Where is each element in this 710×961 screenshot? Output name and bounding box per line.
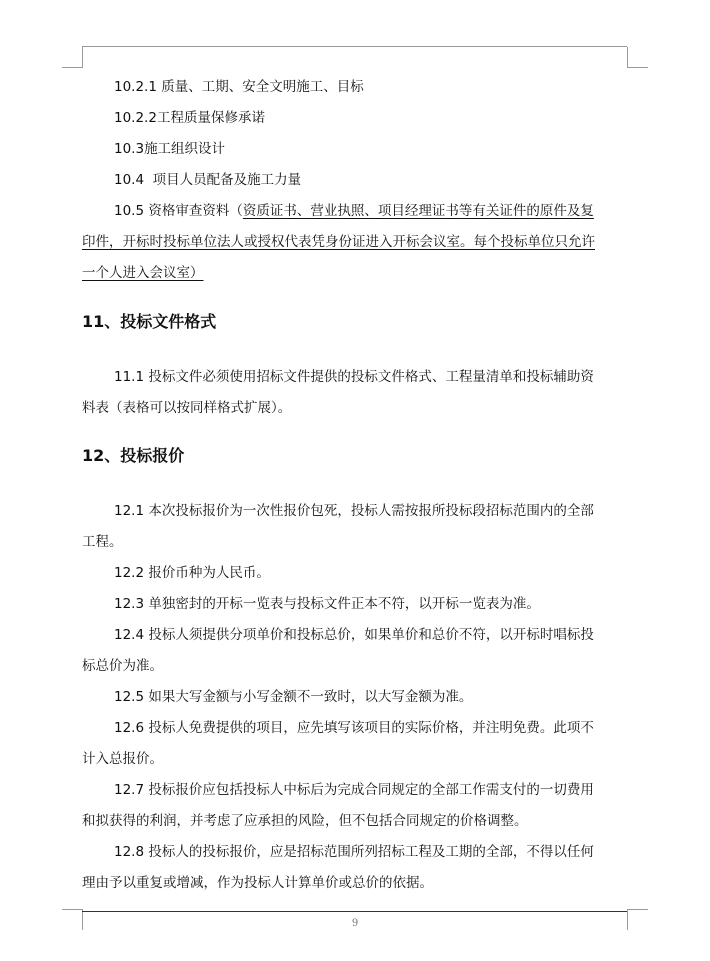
item-10-5-line2: 印件，开标时投标单位法人或授权代表凭身份证进入开标会议室。每个投标单位只允许	[82, 234, 595, 250]
item-number: 10.4	[114, 172, 145, 188]
item-10-2-1	[114, 77, 364, 97]
para-11-1-line2: 料表（表格可以按同样格式扩展）。	[82, 400, 292, 416]
item-text: 质量、工期、安全文明施工、目标	[156, 79, 364, 95]
item-text: 项目人员配备及施工力量	[144, 172, 302, 188]
para-12-6-line2: 计入总报价。	[82, 751, 163, 767]
item-number: 10.2.1	[114, 79, 157, 95]
underlined-text: 一个人进入会议室）	[82, 265, 204, 281]
para-12-5: 12.5 如果大写金额与小写金额不一致时，以大写金额为准。	[114, 689, 473, 705]
para-12-3: 12.3 单独密封的开标一览表与投标文件正本不符，以开标一览表为准。	[114, 596, 540, 612]
crop-mark-top-right	[627, 47, 648, 68]
para-12-8-line1: 12.8 投标人的投标报价，应是招标范围所列招标工程及工期的全部，不得以任何	[114, 844, 594, 860]
footer-rule	[82, 911, 627, 912]
item-number: 10.3	[114, 141, 145, 157]
para-12-2: 12.2 报价币种为人民币。	[114, 565, 270, 581]
item-text: 工程质量保修承诺	[156, 110, 265, 126]
item-text: 资格审查资料（	[144, 203, 243, 219]
item-number: 10.5	[114, 203, 145, 219]
section-11-heading: 11、投标文件格式	[82, 312, 217, 331]
underlined-text: 资质证书、营业执照、项目经理证书等有关证件的原件及复	[242, 203, 594, 219]
item-10-2-2	[114, 108, 265, 128]
para-12-4-line2: 标总价为准。	[82, 658, 163, 674]
para-12-7-line2: 和拟获得的利润，并考虑了应承担的风险，但不包括合同规定的价格调整。	[82, 813, 528, 829]
item-10-3	[114, 139, 225, 159]
item-10-4	[114, 170, 301, 190]
item-10-5-line1	[114, 201, 594, 221]
para-12-4-line1: 12.4 投标人须提供分项单价和投标总价，如果单价和总价不符，以开标时唱标投	[114, 627, 594, 643]
para-12-1-line2: 工程。	[82, 534, 123, 550]
para-12-6-line1: 12.6 投标人免费提供的项目，应先填写该项目的实际价格，并注明免费。此项不	[114, 720, 594, 736]
crop-mark-top-left	[62, 47, 83, 68]
header-rule	[82, 46, 627, 47]
page-number: 9	[351, 918, 359, 929]
para-12-1-line1: 12.1 本次投标报价为一次性报价包死，投标人需按报所投标段招标范围内的全部	[114, 503, 594, 519]
item-number: 10.2.2	[114, 110, 157, 126]
section-12-heading: 12、投标报价	[82, 446, 185, 465]
para-12-8-line2: 理由予以重复或增减，作为投标人计算单价或总价的依据。	[82, 875, 433, 891]
item-10-5-line3	[82, 263, 204, 283]
para-11-1-line1: 11.1 投标文件必须使用招标文件提供的投标文件格式、工程量清单和投标辅助资	[114, 369, 594, 385]
para-12-7-line1: 12.7 投标报价应包括投标人中标后为完成合同规定的全部工作需支付的一切费用	[114, 782, 594, 798]
item-text: 施工组织设计	[144, 141, 226, 157]
